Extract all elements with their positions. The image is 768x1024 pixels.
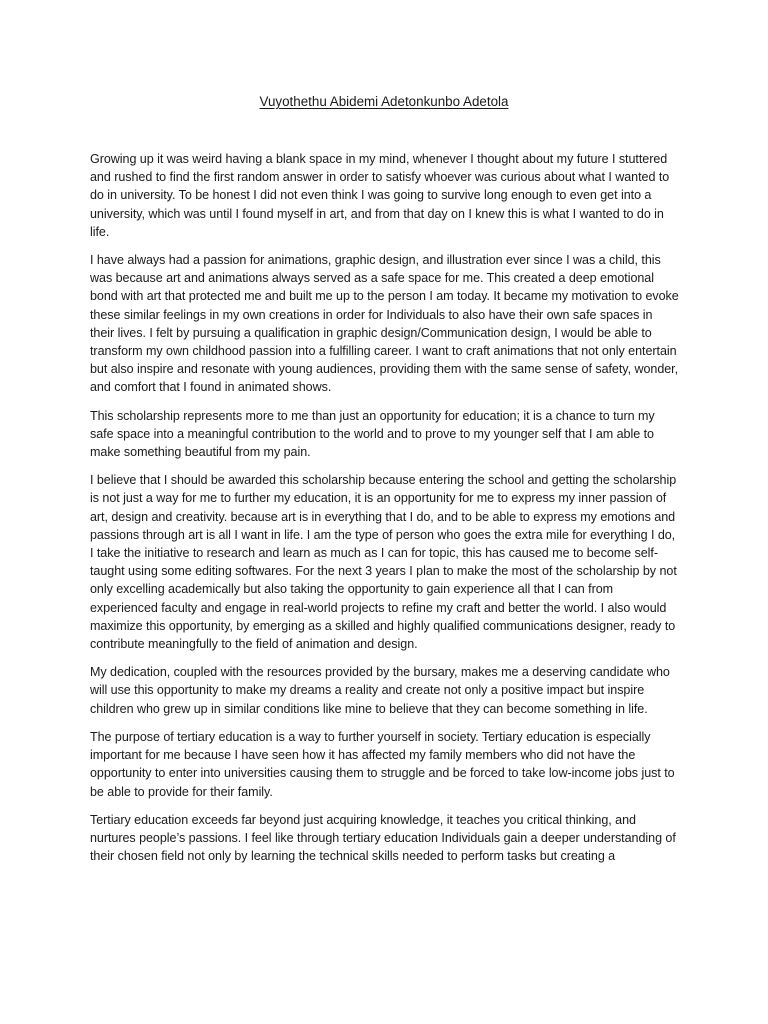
- paragraph-5: My dedication, coupled with the resources provided by the bursary, makes me a deserving candidate who will use this opportunity to make my dreams a reality and create not only a positive impact but inspire children who grew up in similar conditions like mine to believe that they can become something in life.: [90, 665, 670, 716]
- paragraph-7: Tertiary education exceeds far beyond just acquiring knowledge, it teaches you critical thinking, and nurtures people’s passions. I feel like through tertiary education Individuals gain a deeper understanding of their chosen field not only by learning the technical skills needed to perform tasks but creating a: [90, 812, 676, 864]
- paragraph-6: The purpose of tertiary education is a way to further yourself in society. Tertiary education is especially important for me because I have seen how it has affected my family members who did not have the opportunity to enter into universities causing them to struggle and be forced to take low-income jobs just to be able to provide for their family.: [90, 729, 675, 799]
- document-title: Vuyothethu Abidemi Adetonkunbo Adetola: [259, 94, 509, 109]
- paragraph-1: Growing up it was weird having a blank space in my mind, whenever I thought about my future I stuttered and rushed to find the first random answer in order to satisfy whoever was curious about what I wanted to do in university. To be honest I did not even think I was going to survive long enough to even get into a university, which was until I found myself in art, and from that day on I knew this is what I wanted to do in life.: [90, 152, 670, 239]
- paragraph-2: I have always had a passion for animations, graphic design, and illustration ever since I was a child, this was because art and animations always served as a safe space for me. This created a deep emotional bond with art that protected me and built me up to the person I am today. It became my motivation to evoke these similar feelings in my own creations in order for Individuals to also have their own safe spaces in their lives. I felt by pursuing a qualification in graphic design/Communication design, I would be able to transform my own childhood passion into a fulfilling career. I want to craft animations that not only entertain but also inspire and resonate with young audiences, providing them with the same sense of safety, wonder, and comfort that I found in animated shows.: [90, 253, 679, 395]
- paragraph-4: I believe that I should be awarded this scholarship because entering the school and getting the scholarship is not just a way for me to further my education, it is an opportunity for me to express my inner passion of art, design and creativity. because art is in everything that I do, and to be able to express my emotions and passions through art is all I want in life. I am the type of person who goes the extra mile for everything I do, I take the initiative to research and learn as much as I can for topic, this has caused me to become self-taught using some editing softwares. For the next 3 years I plan to make the most of the scholarship by not only excelling academically but also taking the opportunity to gain experience all that I can from experienced faculty and engage in real-world projects to refine my craft and better the world. I also would maximize this opportunity, by emerging as a skilled and highly qualified communications designer, ready to contribute meaningfully to the field of animation and design.: [90, 473, 677, 652]
- document-body: [90, 150, 680, 875]
- paragraph-3: This scholarship represents more to me than just an opportunity for education; it is a chance to turn my safe space into a meaningful contribution to the world and to prove to my younger self that I am able to make something beautiful from my pain.: [90, 408, 655, 460]
